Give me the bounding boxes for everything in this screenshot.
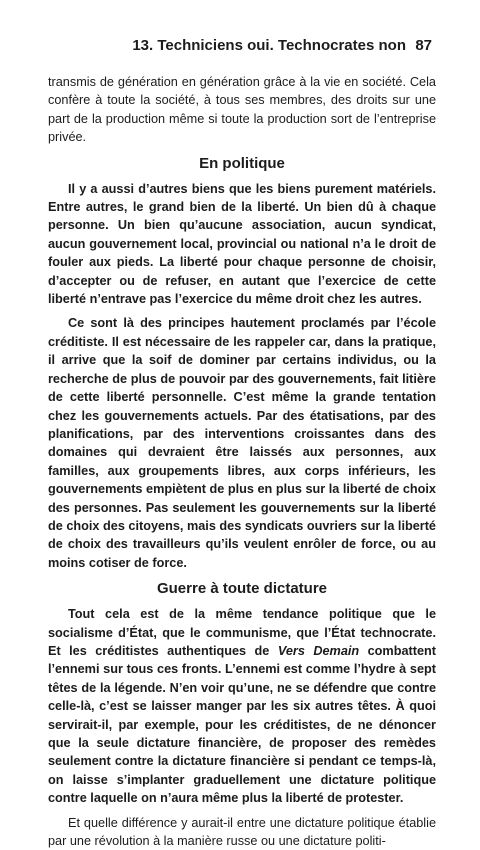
page-body <box>48 73 436 850</box>
section-heading-en-politique: En politique <box>199 154 285 172</box>
text-run: Tout cela est de la même tendance politique que le socialisme d’État, que le communisme, que l’État technocrate. Et les créditistes authentiques de <box>48 607 436 658</box>
paragraph-difference: Et quelle différence y aurait-il entre une dictature politique établie par une révolution à la manière russe ou une dictature politi- <box>48 815 436 849</box>
text-run: combattent l’ennemi sur tous ces fronts. L’ennemi est comme l’hydre à sept têtes de la légende. N’en voir qu’une, ne se défendre que contre celle-là, c’est se laisser manger par les six autres têtes. À quoi servirait-il, par exemple, pour les créditistes, de ne dénoncer que la seule dictature financière, de proposer des remèdes seulement contre la dictature financière si pendant ce temps-là, on laisse s’implanter graduellement une dictature politique contre laquelle on n’aura même plus la liberté de protester. <box>48 643 436 806</box>
paragraph-liberte: Il y a aussi d’autres biens que les biens purement matériels. Entre autres, le grand bien de la liberté. Un bien dû à chaque personne. Un bien qu’aucune association, aucun syndicat, aucun gouvernement local, provincial ou national n’a le droit de fouler aux pieds. La liberté pour chaque personne de choisir, d’accepter ou de refuser, en autant que l’exercice de cette liberté n’entrave pas l’exercice du même droit chez les autres. <box>48 181 436 307</box>
paragraph-continuation: transmis de génération en génération grâce à la vie en société. Cela confère à toute la société, à tous ses membres, des droits sur une part de la production même si toute la production sort de l’entreprise privée. <box>48 75 436 145</box>
section-heading-guerre-dictature: Guerre à toute dictature <box>156 580 328 598</box>
chapter-title: 13. Techniciens oui. Technocrates non <box>132 37 406 54</box>
journal-title: Vers Demain <box>277 643 360 658</box>
page-number: 87 <box>415 37 432 54</box>
paragraph-tendance-politique <box>48 605 436 807</box>
running-header <box>0 37 480 57</box>
paragraph-principes: Ce sont là des principes hautement proclamés par l’école créditiste. Il est nécessaire de les rappeler car, dans la pratique, il arrive que la soif de dominer par certains individus, ou la recherche de plus de pouvoir par des gouvernements, fait litière de cette liberté personnelle. C’est même la grande tentation chez les gouvernements actuels. Par des étatisations, par des planifications, par des interventions croissantes dans des domaines qui devraient être laissés aux personnes, aux familles, aux groupements libres, aux corps inférieurs, les gouvernements empiètent de plus en plus sur la liberté de choix des personnes. Pas seulement les gouvernements sur la liberté de choix des citoyens, mais des syndicats ouvriers sur la liberté de choix des travailleurs qu’ils veulent enrôler de force, ou au moins cotiser de force. <box>48 316 436 570</box>
